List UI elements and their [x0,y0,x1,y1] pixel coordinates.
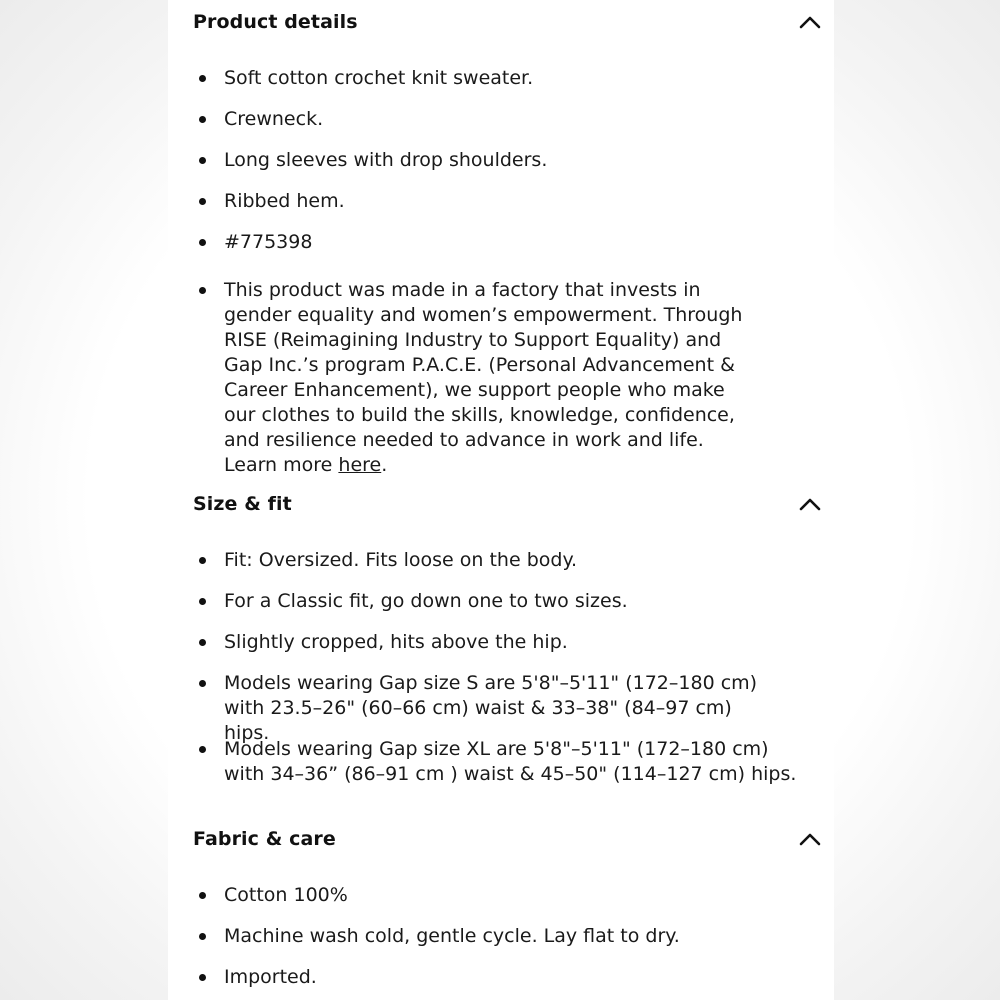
bullet-icon [199,75,206,82]
list-item: Cotton 100% [193,883,803,908]
list-item: Soft cotton crochet knit sweater. [193,66,803,91]
list-item: Models wearing Gap size XL are 5'8"–5'11" (172–180 cm) with 34–36” (86–91 cm ) waist & 45–50" (114–127 cm) hips. [193,737,798,787]
list-item: Fit: Oversized. Fits loose on the body. [193,548,803,573]
list-item: Models wearing Gap size S are 5'8"–5'11" (172–180 cm) with 23.5–26" (60–66 cm) waist & 33–38" (84–97 cm) hips. [193,671,783,746]
bullet-icon [199,198,206,205]
section-title: Product details [193,11,358,33]
learn-more-link[interactable]: here [338,454,382,476]
bullet-icon [199,639,206,646]
product-details-list [193,148,803,173]
bullet-icon [199,116,206,123]
bullet-icon [199,680,206,687]
fabric-care-list [193,883,803,908]
list-item: #775398 [193,230,803,255]
size-fit-list [193,548,803,573]
product-details-header[interactable] [193,7,823,37]
list-item: Long sleeves with drop shoulders. [193,148,803,173]
size-fit-list [193,671,783,746]
bullet-icon [199,892,206,899]
size-fit-list [193,589,803,614]
bullet-icon [199,974,206,981]
product-details-list [193,278,753,478]
product-details-list [193,66,803,91]
bullet-icon [199,598,206,605]
bullet-icon [199,557,206,564]
list-item: Imported. [193,965,803,990]
bullet-icon [199,157,206,164]
list-item: Ribbed hem. [193,189,803,214]
rise-statement: This product was made in a factory that invests in gender equality and women’s empowerment. Through RISE (Reimagining Industry to Support Equality) and Gap Inc.’s program P.A.C.E. (Personal Advancement & Career Enhancement), we support people who make our clothes to build the skills, knowledge, confidence, and resilience needed to advance in work and life. Learn more [224,279,743,476]
bullet-icon [199,287,206,294]
fabric-care-header[interactable] [193,824,823,854]
section-title: Fabric & care [193,828,336,850]
list-item: Machine wash cold, gentle cycle. Lay flat to dry. [193,924,803,949]
bullet-icon [199,933,206,940]
fabric-care-list [193,924,803,949]
size-fit-list [193,630,803,655]
chevron-up-icon[interactable] [797,491,823,517]
bullet-icon [199,239,206,246]
list-item: For a Classic fit, go down one to two sizes. [193,589,803,614]
list-item: Crewneck. [193,107,803,132]
size-fit-header[interactable] [193,489,823,519]
size-fit-list [193,737,798,787]
product-details-list [193,107,803,132]
product-info-panel [168,0,834,1000]
product-details-list [193,230,803,255]
chevron-up-icon[interactable] [797,9,823,35]
bullet-icon [199,746,206,753]
list-item: Slightly cropped, hits above the hip. [193,630,803,655]
chevron-up-icon[interactable] [797,826,823,852]
fabric-care-list [193,965,803,990]
section-title: Size & fit [193,493,292,515]
list-item: This product was made in a factory that invests in gender equality and women’s empowerment. Through RISE (Reimagining Industry to Support Equality) and Gap Inc.’s program P.A.C.E. (Personal Advancement & Career Enhancement), we support people who make our clothes to build the skills, knowledge, confidence, and resilience needed to advance in work and life. Learn more here. [193,278,753,478]
product-details-list [193,189,803,214]
